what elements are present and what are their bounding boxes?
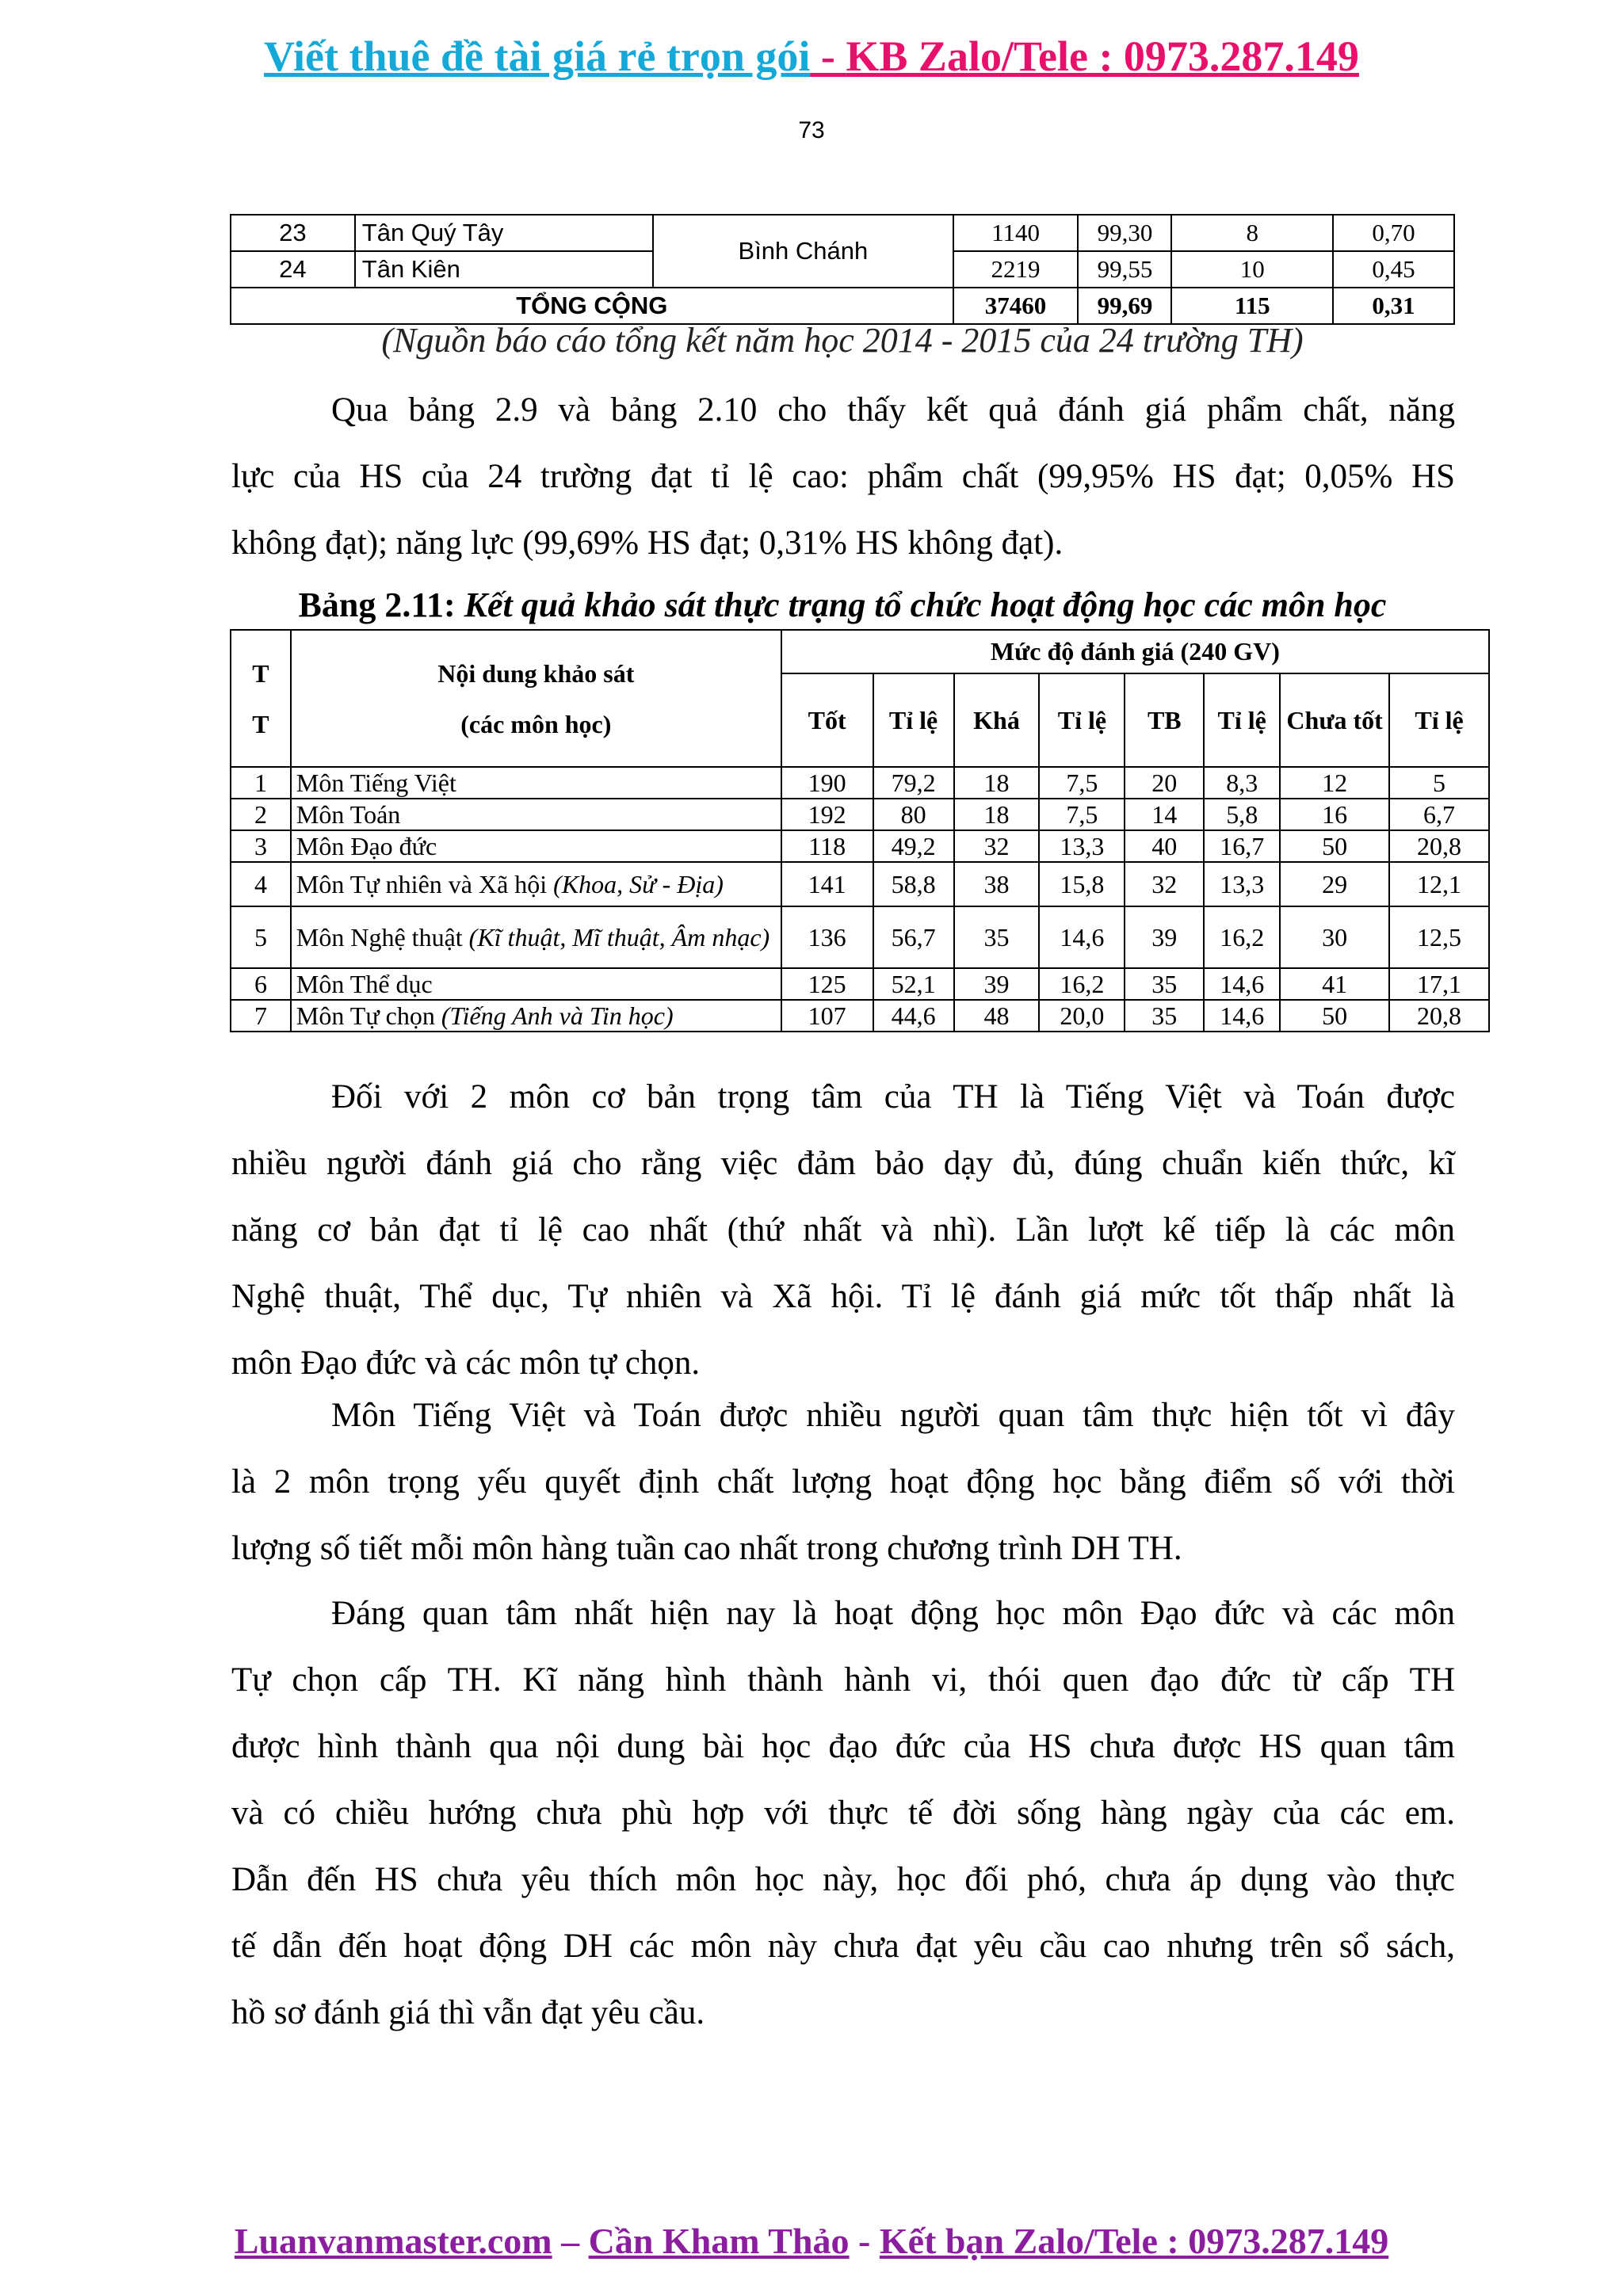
rating-value: 16	[1280, 799, 1389, 830]
paragraph-core-subjects	[231, 1383, 1455, 1582]
header-col: Tỉ lệ	[1204, 673, 1280, 767]
rating-value: 13,3	[1039, 830, 1125, 862]
table-row	[231, 862, 1489, 906]
rating-value: 12,5	[1389, 906, 1489, 968]
rating-value: 52,1	[873, 968, 954, 1000]
header-separator: -	[810, 32, 846, 80]
rating-value: 18	[954, 799, 1040, 830]
header-content: Nội dung khảo sát (các môn học)	[291, 630, 781, 767]
rating-value: 125	[781, 968, 873, 1000]
header-col: TB	[1125, 673, 1204, 767]
table-row	[231, 968, 1489, 1000]
subject-note: (Kĩ thuật, Mĩ thuật, Âm nhạc)	[468, 923, 770, 952]
footer-site-link[interactable]: Luanvanmaster.com	[234, 2221, 552, 2261]
rating-value: 20,8	[1389, 830, 1489, 862]
paragraph-line: Nghệ thuật, Thể dục, Tự nhiên và Xã hội. Tỉ lệ đánh giá mức tốt thấp nhất là	[231, 1278, 1455, 1315]
rating-value: 58,8	[873, 862, 954, 906]
rating-value: 35	[1125, 968, 1204, 1000]
subject-name	[291, 968, 781, 1000]
rating-value: 41	[1280, 968, 1389, 1000]
source-note: (Nguồn báo cáo tổng kết năm học 2014 - 2015 của 24 trường TH)	[381, 321, 1304, 360]
paragraph-line: Tự chọn cấp TH. Kĩ năng hình thành hành vi, thói quen đạo đức từ cấp TH	[231, 1661, 1455, 1699]
fail-count: 10	[1171, 251, 1333, 288]
subject-name	[291, 906, 781, 968]
subject-note: (Tiếng Anh và Tin học)	[441, 1001, 674, 1030]
rating-value: 8,3	[1204, 767, 1280, 799]
survey-table	[230, 629, 1490, 1032]
header-col: Tỉ lệ	[1389, 673, 1489, 767]
rating-value: 16,2	[1039, 968, 1125, 1000]
row-tt: 5	[231, 906, 291, 968]
rating-value: 40	[1125, 830, 1204, 862]
rating-value: 118	[781, 830, 873, 862]
header-service-link[interactable]: Viết thuê đề tài giá rẻ trọn gói	[264, 32, 811, 80]
rating-value: 12,1	[1389, 862, 1489, 906]
paragraph-concern	[231, 1581, 1455, 2046]
rating-value: 141	[781, 862, 873, 906]
row-tt: 1	[231, 767, 291, 799]
rating-value: 30	[1280, 906, 1389, 968]
rating-value: 35	[954, 906, 1040, 968]
table-row	[231, 215, 1454, 251]
rating-value: 14,6	[1204, 1000, 1280, 1032]
paragraph-line: nhiều người đánh giá cho rằng việc đảm bảo dạy đủ, đúng chuẩn kiến thức, kĩ	[231, 1145, 1455, 1182]
rating-value: 6,7	[1389, 799, 1489, 830]
rating-value: 38	[954, 862, 1040, 906]
row-stt: 24	[231, 251, 355, 288]
subject-label: Môn Tự chọn	[296, 1001, 441, 1030]
rating-value: 14,6	[1039, 906, 1125, 968]
header-tt: T T	[231, 630, 291, 767]
row-tt: 6	[231, 968, 291, 1000]
rating-value: 35	[1125, 1000, 1204, 1032]
rating-value: 56,7	[873, 906, 954, 968]
rating-value: 39	[1125, 906, 1204, 968]
total-fail-rate: 0,31	[1333, 288, 1454, 324]
fail-rate: 0,70	[1333, 215, 1454, 251]
rating-value: 18	[954, 767, 1040, 799]
paragraph-summary	[231, 377, 1455, 577]
header-col: Tốt	[781, 673, 873, 767]
subject-name	[291, 767, 781, 799]
paragraph-line: và có chiều hướng chưa phù hợp với thực tế đời sống hàng ngày của các em.	[231, 1794, 1455, 1832]
table-row	[231, 830, 1489, 862]
subject-name	[291, 862, 781, 906]
fail-count: 8	[1171, 215, 1333, 251]
paragraph-line: Đối với 2 môn cơ bản trọng tâm của TH là Tiếng Việt và Toán được	[331, 1078, 1455, 1116]
total-pass-count: 37460	[953, 288, 1079, 324]
table-header-row	[231, 630, 1489, 673]
row-stt: 23	[231, 215, 355, 251]
paragraph-analysis	[231, 1064, 1455, 1397]
rating-value: 5,8	[1204, 799, 1280, 830]
page-header	[0, 32, 1623, 81]
total-row	[231, 288, 1454, 324]
rating-value: 192	[781, 799, 873, 830]
paragraph-line: hồ sơ đánh giá thì vẫn đạt yêu cầu.	[231, 1994, 705, 2031]
subject-name	[291, 799, 781, 830]
rating-value: 20	[1125, 767, 1204, 799]
rating-value: 50	[1280, 1000, 1389, 1032]
subject-name	[291, 1000, 781, 1032]
rating-value: 20,8	[1389, 1000, 1489, 1032]
rating-value: 32	[954, 830, 1040, 862]
table-row	[231, 1000, 1489, 1032]
rating-value: 5	[1389, 767, 1489, 799]
school-name: Tân Quý Tây	[355, 215, 653, 251]
rating-value: 32	[1125, 862, 1204, 906]
row-tt: 4	[231, 862, 291, 906]
paragraph-line: là 2 môn trọng yếu quyết định chất lượng hoạt động học bằng điểm số với thời	[231, 1463, 1455, 1501]
rating-value: 44,6	[873, 1000, 954, 1032]
paragraph-line: năng cơ bản đạt tỉ lệ cao nhất (thứ nhất và nhì). Lần lượt kế tiếp là các môn	[231, 1211, 1455, 1249]
district-name: Bình Chánh	[653, 215, 953, 288]
table-caption	[230, 585, 1455, 625]
subject-label: Môn Toán	[296, 800, 401, 829]
caption-label: Bảng 2.11:	[298, 585, 456, 624]
rating-value: 12	[1280, 767, 1389, 799]
paragraph-line: được hình thành qua nội dung bài học đạo đức của HS chưa được HS quan tâm	[231, 1728, 1455, 1765]
rating-value: 136	[781, 906, 873, 968]
subject-name	[291, 830, 781, 862]
paragraph-line: Đáng quan tâm nhất hiện nay là hoạt động học môn Đạo đức và các môn	[331, 1595, 1455, 1632]
rating-value: 14,6	[1204, 968, 1280, 1000]
rating-value: 16,2	[1204, 906, 1280, 968]
total-fail-count: 115	[1171, 288, 1333, 324]
rating-value: 39	[954, 968, 1040, 1000]
subject-label: Môn Đạo đức	[296, 832, 437, 860]
paragraph-line: tế dẫn đến hoạt động DH các môn này chưa đạt yêu cầu cao nhưng trên sổ sách,	[231, 1928, 1455, 1965]
rating-value: 29	[1280, 862, 1389, 906]
paragraph-line: Dẫn đến HS chưa yêu thích môn học này, học đối phó, chưa áp dụng vào thực	[231, 1861, 1455, 1898]
rating-value: 14	[1125, 799, 1204, 830]
footer-separator: -	[849, 2221, 880, 2261]
row-tt: 3	[231, 830, 291, 862]
row-tt: 7	[231, 1000, 291, 1032]
subject-label: Môn Tiếng Việt	[296, 769, 456, 797]
row-tt: 2	[231, 799, 291, 830]
rating-value: 16,7	[1204, 830, 1280, 862]
footer-contact-link[interactable]: Kết bạn Zalo/Tele : 0973.287.149	[879, 2221, 1389, 2261]
header-col: Tỉ lệ	[1039, 673, 1125, 767]
pass-rate: 99,30	[1078, 215, 1171, 251]
paragraph-line: không đạt); năng lực (99,69% HS đạt; 0,31% HS không đạt).	[231, 524, 1064, 562]
table-row	[231, 906, 1489, 968]
paragraph-line: Qua bảng 2.9 và bảng 2.10 cho thấy kết quả đánh giá phẩm chất, năng	[331, 391, 1455, 429]
rating-value: 190	[781, 767, 873, 799]
rating-value: 48	[954, 1000, 1040, 1032]
rating-value: 79,2	[873, 767, 954, 799]
rating-value: 49,2	[873, 830, 954, 862]
paragraph-line: Môn Tiếng Việt và Toán được nhiều người quan tâm thực hiện tốt vì đây	[331, 1397, 1455, 1434]
schools-result-table	[230, 214, 1455, 325]
subject-label: Môn Tự nhiên và Xã hội	[296, 870, 554, 898]
header-contact-link[interactable]: KB Zalo/Tele : 0973.287.149	[846, 32, 1359, 80]
header-col: Chưa tốt	[1280, 673, 1389, 767]
rating-value: 80	[873, 799, 954, 830]
pass-count: 2219	[953, 251, 1079, 288]
paragraph-line: môn Đạo đức và các môn tự chọn.	[231, 1344, 701, 1382]
rating-value: 7,5	[1039, 767, 1125, 799]
rating-value: 7,5	[1039, 799, 1125, 830]
paragraph-line: lực của HS của 24 trường đạt tỉ lệ cao: phẩm chất (99,95% HS đạt; 0,05% HS	[231, 458, 1455, 495]
subject-note: (Khoa, Sử - Địa)	[553, 870, 724, 898]
rating-value: 20,0	[1039, 1000, 1125, 1032]
school-name: Tân Kiên	[355, 251, 653, 288]
footer-separator: –	[552, 2221, 589, 2261]
subject-label: Môn Nghệ thuật	[296, 923, 469, 952]
header-col: Khá	[954, 673, 1040, 767]
page-footer	[0, 2220, 1623, 2262]
total-pass-rate: 99,69	[1078, 288, 1171, 324]
footer-name-link[interactable]: Cần Kham Thảo	[588, 2221, 850, 2261]
table-row	[231, 799, 1489, 830]
caption-title: Kết quả khảo sát thực trạng tổ chức hoạt động học các môn học	[455, 585, 1387, 624]
pass-rate: 99,55	[1078, 251, 1171, 288]
pass-count: 1140	[953, 215, 1079, 251]
table-row	[231, 767, 1489, 799]
subject-label: Môn Thể dục	[296, 970, 433, 998]
rating-value: 15,8	[1039, 862, 1125, 906]
total-label: TỔNG CỘNG	[231, 288, 953, 324]
rating-value: 17,1	[1389, 968, 1489, 1000]
paragraph-line: lượng số tiết mỗi môn hàng tuần cao nhất trong chương trình DH TH.	[231, 1530, 1182, 1567]
header-rating-group: Mức độ đánh giá (240 GV)	[781, 630, 1489, 673]
fail-rate: 0,45	[1333, 251, 1454, 288]
header-col: Tỉ lệ	[873, 673, 954, 767]
rating-value: 50	[1280, 830, 1389, 862]
rating-value: 107	[781, 1000, 873, 1032]
page-number: 73	[798, 117, 825, 143]
rating-value: 13,3	[1204, 862, 1280, 906]
